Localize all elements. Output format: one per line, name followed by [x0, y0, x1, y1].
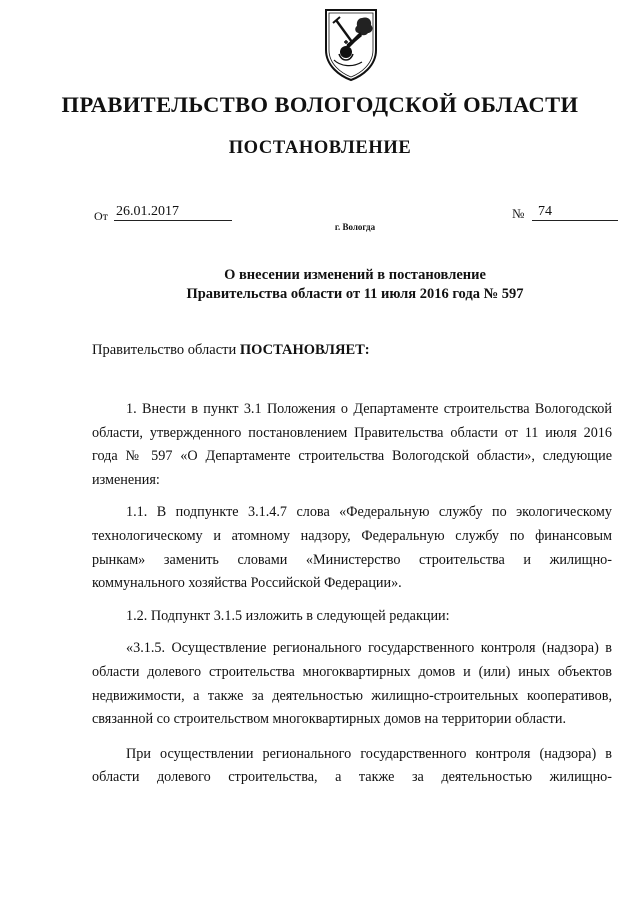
- city-label: г. Вологда: [334, 222, 376, 232]
- document-date: 26.01.2017: [114, 204, 232, 221]
- number-label: №: [512, 206, 525, 221]
- preamble-text: Правительство области: [92, 342, 240, 358]
- preamble-resolves: ПОСТАНОВЛЯЕТ:: [239, 342, 370, 358]
- subject-line-1: О внесении изменений в постановление: [224, 267, 486, 283]
- paragraph-quote-3-1-5: «3.1.5. Осуществление регионального государственного контроля (надзора) в области долевого строительства многоквартирных домов и (или) иных объектов недвижимости, а также за деятельностью жилищно-строительных кооперативов, связанной со строительством многоквартирных домов на территории области.: [92, 640, 612, 728]
- date-label: От: [94, 209, 108, 223]
- paragraph-1-2: 1.2. Подпункт 3.1.5 изложить в следующей редакции:: [126, 607, 450, 624]
- paragraph-1-1: 1.1. В подпункте 3.1.4.7 слова «Федеральную службу по экологическому технологическому и атомному надзору, Федеральную службу по финансовым рынкам» заменить словами «Министерство строительства и жилищно-коммунального хозяйства Российской Федерации».: [92, 504, 612, 592]
- vologda-coat-of-arms-icon: [322, 6, 380, 82]
- paragraph-continuation: При осуществлении регионального государственного контроля (надзора) в области долевого строительства, а также за деятельностью жилищно-: [92, 745, 612, 786]
- paragraph-1: 1. Внести в пункт 3.1 Положения о Департаменте строительства Вологодской области, утвержденного постановлением Правительства области от 11 июля 2016 года № 597 «О Департаменте строительства Вологодской области», следующие изменения:: [92, 401, 612, 488]
- document-subject: [0, 266, 640, 304]
- document-type: ПОСТАНОВЛЕНИЕ: [228, 138, 412, 158]
- document-body: [92, 398, 612, 790]
- document-number: 74: [532, 204, 618, 221]
- preamble: [92, 342, 370, 359]
- government-title: ПРАВИТЕЛЬСТВО ВОЛОГОДСКОЙ ОБЛАСТИ: [61, 92, 579, 117]
- subject-line-2: Правительства области от 11 июля 2016 года № 597: [186, 286, 524, 302]
